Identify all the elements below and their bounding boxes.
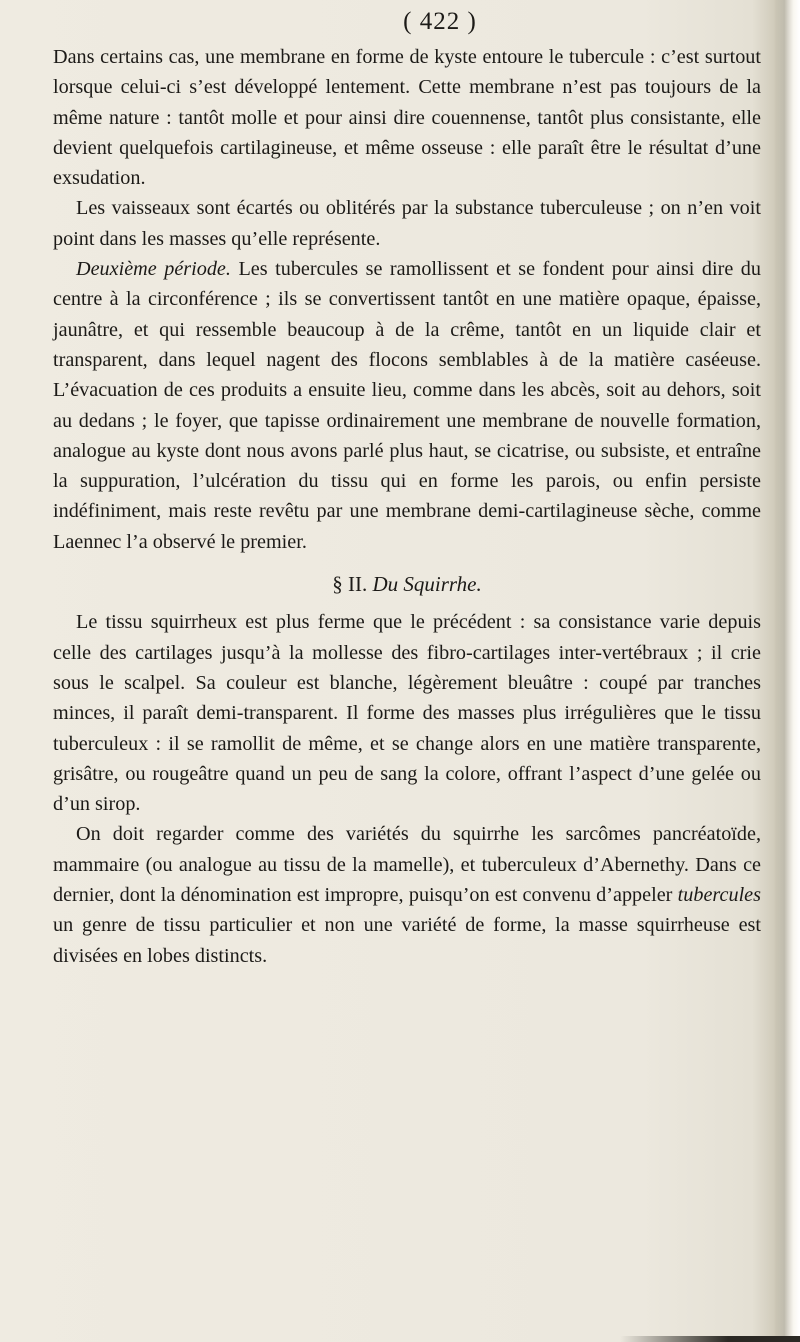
paragraph-5-text-a: On doit regarder comme des variétés du squirrhe les sarcômes pancréatoïde, mammaire (ou analogue au tissu de la mamelle), et tuberculeux d’Abernethy. Dans ce dernier, dont la dénomination est impropre, puisqu’on est convenu d’appeler xyxy=(53,823,761,907)
page-body xyxy=(53,42,761,971)
paragraph-5-italic: tubercules xyxy=(677,884,761,907)
page-edge-shadow xyxy=(774,0,800,1342)
paragraph-5-text-b: un genre de tissu particulier et non une variété de forme, la masse squirrheuse est divisées en lobes distincts. xyxy=(53,914,761,967)
paragraph-4: Le tissu squirrheux est plus ferme que le précédent : sa consistance varie depuis celle des cartilages jusqu’à la mollesse des fibro-cartilages inter-vertébraux ; il crie sous le scalpel. Sa couleur est blanche, légèrement bleuâtre : coupé par tranches minces, il paraît demi-transparent. Il forme des masses plus irrégulières que le tissu tuberculeux : il se ramollit de même, et se change alors en une matière transparente, grisâtre, ou rougeâtre quand un peu de sang la colore, offrant l’aspect d’une gelée ou d’un sirop. xyxy=(53,611,761,816)
page-number: ( 422 ) xyxy=(403,8,477,35)
paragraph-2: Les vaisseaux sont écartés ou oblitérés par la substance tuberculeuse ; on n’en voit point dans les masses qu’elle représente. xyxy=(53,197,761,250)
section-heading xyxy=(53,569,761,599)
paragraph-5 xyxy=(53,819,761,970)
paragraph-3-lead: Deuxième période. xyxy=(76,258,231,281)
section-number: § II. xyxy=(332,572,368,597)
section-title: Du Squirrhe. xyxy=(372,572,482,597)
paragraph-3 xyxy=(53,254,761,557)
page-bottom-edge xyxy=(620,1336,800,1342)
paragraph-1: Dans certains cas, une membrane en forme de kyste entoure le tubercule : c’est surtout lorsque celui-ci s’est développé lentement. Cette membrane n’est pas toujours de la même nature : tantôt molle et pour ainsi dire couennense, tantôt plus consistante, elle devient quelquefois cartilagineuse, et même osseuse : elle paraît être le résultat d’une exsudation. xyxy=(53,46,761,190)
paragraph-3-text: Les tubercules se ramollissent et se fondent pour ainsi dire du centre à la circonférence ; ils se convertissent tantôt en une matière opaque, épaisse, jaunâtre, et qui ressemble beaucoup à de la crême, tantôt en un liquide clair et transparent, dans lequel nagent des flocons semblables à de la matière caséeuse. L’évacuation de ces produits a ensuite lieu, comme dans les abcès, soit au dehors, soit au dedans ; le foyer, que tapisse ordinairement une membrane de nouvelle formation, analogue au kyste dont nous avons parlé plus haut, se cicatrise, ou subsiste, et entraîne la suppuration, l’ulcération du tissu qui en forme les parois, ou enfin persiste indéfiniment, mais reste revêtu par une membrane demi-cartilagineuse sèche, comme Laennec l’a observé le premier. xyxy=(53,258,761,553)
